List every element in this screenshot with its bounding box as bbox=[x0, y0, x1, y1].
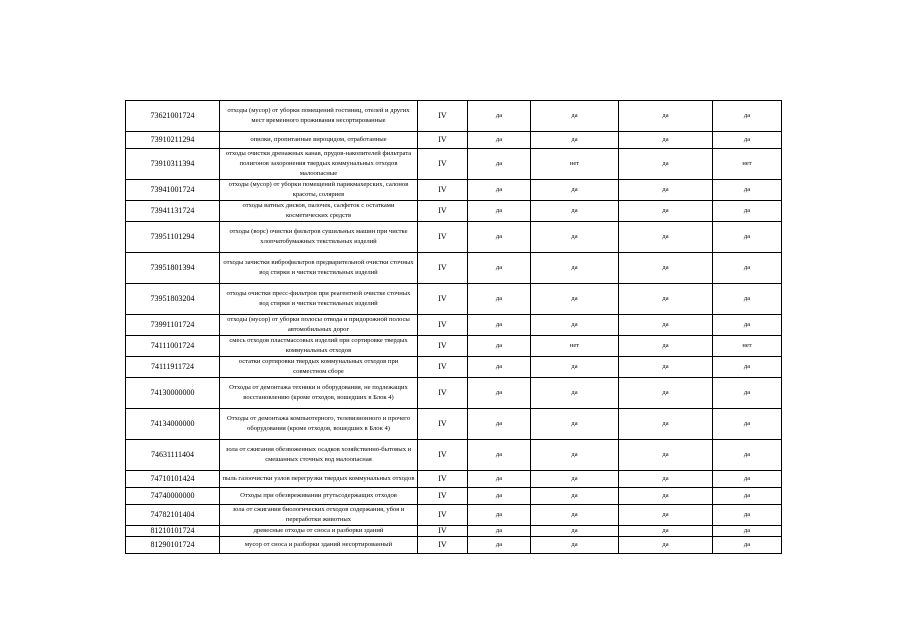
waste-name-cell: отходы (ворс) очистки фильтров сушильных машин при чистке хлопчатобумажных текстильных изделий bbox=[220, 222, 418, 253]
table-row bbox=[126, 315, 782, 336]
flag-cell-4: да bbox=[713, 378, 782, 409]
waste-code-cell: 73951801394 bbox=[126, 253, 220, 284]
flag-cell-2: да bbox=[531, 537, 619, 554]
flag-cell-4: да bbox=[713, 471, 782, 488]
waste-code-cell: 73910211294 bbox=[126, 132, 220, 149]
hazard-class-cell: IV bbox=[418, 378, 468, 409]
hazard-class-cell: IV bbox=[418, 101, 468, 132]
waste-code-cell: 74740000000 bbox=[126, 488, 220, 505]
flag-cell-3: да bbox=[619, 357, 713, 378]
flag-cell-2: да bbox=[531, 315, 619, 336]
flag-cell-2: да bbox=[531, 222, 619, 253]
hazard-class-cell: IV bbox=[418, 471, 468, 488]
waste-code-cell: 74111911724 bbox=[126, 357, 220, 378]
flag-cell-2: да bbox=[531, 440, 619, 471]
table-row bbox=[126, 284, 782, 315]
flag-cell-3: да bbox=[619, 253, 713, 284]
flag-cell-3: да bbox=[619, 378, 713, 409]
flag-cell-4: да bbox=[713, 537, 782, 554]
flag-cell-1: да bbox=[468, 315, 531, 336]
table-row bbox=[126, 132, 782, 149]
flag-cell-4: да bbox=[713, 315, 782, 336]
waste-code-cell: 74631111404 bbox=[126, 440, 220, 471]
hazard-class-cell: IV bbox=[418, 526, 468, 537]
flag-cell-1: да bbox=[468, 201, 531, 222]
waste-code-cell: 73621001724 bbox=[126, 101, 220, 132]
flag-cell-2: да bbox=[531, 357, 619, 378]
table-row bbox=[126, 222, 782, 253]
table-row bbox=[126, 180, 782, 201]
waste-code-cell: 73951101294 bbox=[126, 222, 220, 253]
flag-cell-1: да bbox=[468, 471, 531, 488]
flag-cell-4: да bbox=[713, 132, 782, 149]
waste-name-cell: отходы зачистки виброфильтров предварительной очистки сточных вод стирки и чистки текстильных изделий bbox=[220, 253, 418, 284]
flag-cell-4: да bbox=[713, 505, 782, 526]
hazard-class-cell: IV bbox=[418, 488, 468, 505]
flag-cell-1: да bbox=[468, 409, 531, 440]
waste-code-cell: 81210101724 bbox=[126, 526, 220, 537]
table-row bbox=[126, 357, 782, 378]
waste-code-cell: 74130000000 bbox=[126, 378, 220, 409]
flag-cell-3: да bbox=[619, 471, 713, 488]
flag-cell-1: да bbox=[468, 253, 531, 284]
waste-code-cell: 73910311394 bbox=[126, 149, 220, 180]
waste-name-cell: мусор от сноса и разборки зданий несортированный bbox=[220, 537, 418, 554]
flag-cell-2: нет bbox=[531, 149, 619, 180]
flag-cell-3: да bbox=[619, 284, 713, 315]
waste-name-cell: Отходы от демонтажа компьютерного, телевизионного и прочего оборудования (кроме отходов, вошедших в Блок 4) bbox=[220, 409, 418, 440]
waste-name-cell: отходы очистки дренажных канав, прудов-накопителей фильтрата полигонов захоронения твердых коммунальных отходов малоопасные bbox=[220, 149, 418, 180]
flag-cell-3: да bbox=[619, 526, 713, 537]
flag-cell-1: да bbox=[468, 101, 531, 132]
flag-cell-2: да bbox=[531, 471, 619, 488]
waste-name-cell: отходы ватных дисков, палочек, салфеток с остатками косметических средств bbox=[220, 201, 418, 222]
table-row bbox=[126, 471, 782, 488]
flag-cell-4: да bbox=[713, 222, 782, 253]
table-row bbox=[126, 201, 782, 222]
flag-cell-1: да bbox=[468, 222, 531, 253]
hazard-class-cell: IV bbox=[418, 284, 468, 315]
flag-cell-2: да bbox=[531, 101, 619, 132]
flag-cell-1: да bbox=[468, 180, 531, 201]
flag-cell-3: да bbox=[619, 149, 713, 180]
flag-cell-3: да bbox=[619, 180, 713, 201]
waste-code-cell: 74710101424 bbox=[126, 471, 220, 488]
waste-name-cell: отходы (мусор) от уборки помещений гостиниц, отелей и других мест временного проживания несортированные bbox=[220, 101, 418, 132]
table-body bbox=[126, 101, 782, 554]
flag-cell-4: да bbox=[713, 253, 782, 284]
flag-cell-1: да bbox=[468, 132, 531, 149]
waste-name-cell: остатки сортировки твердых коммунальных отходов при совместном сборе bbox=[220, 357, 418, 378]
hazard-class-cell: IV bbox=[418, 253, 468, 284]
table-row bbox=[126, 149, 782, 180]
flag-cell-3: да bbox=[619, 315, 713, 336]
flag-cell-3: да bbox=[619, 201, 713, 222]
flag-cell-3: да bbox=[619, 336, 713, 357]
flag-cell-4: да bbox=[713, 488, 782, 505]
waste-code-cell: 73941001724 bbox=[126, 180, 220, 201]
flag-cell-1: да bbox=[468, 505, 531, 526]
table-row bbox=[126, 409, 782, 440]
table-row bbox=[126, 101, 782, 132]
waste-name-cell: зола от сжигания обезвоженных осадков хозяйственно-бытовых и смешанных сточных вод малоопасная bbox=[220, 440, 418, 471]
flag-cell-2: да bbox=[531, 180, 619, 201]
flag-cell-4: да bbox=[713, 284, 782, 315]
waste-code-cell: 73991101724 bbox=[126, 315, 220, 336]
flag-cell-4: нет bbox=[713, 149, 782, 180]
hazard-class-cell: IV bbox=[418, 409, 468, 440]
hazard-class-cell: IV bbox=[418, 505, 468, 526]
flag-cell-2: да bbox=[531, 284, 619, 315]
table-row bbox=[126, 537, 782, 554]
waste-table bbox=[125, 100, 782, 554]
waste-name-cell: опилки, пропитанные вироцидом, отработанные bbox=[220, 132, 418, 149]
flag-cell-1: да bbox=[468, 488, 531, 505]
waste-name-cell: отходы очистки пресс-фильтров при реагентной очистке сточных вод стирки и чистки текстильных изделий bbox=[220, 284, 418, 315]
table-row bbox=[126, 378, 782, 409]
flag-cell-2: да bbox=[531, 253, 619, 284]
flag-cell-3: да bbox=[619, 409, 713, 440]
flag-cell-4: да bbox=[713, 440, 782, 471]
waste-name-cell: отходы (мусор) от уборки полосы отвода и придорожной полосы автомобильных дорог bbox=[220, 315, 418, 336]
flag-cell-2: да bbox=[531, 409, 619, 440]
table-row bbox=[126, 505, 782, 526]
hazard-class-cell: IV bbox=[418, 201, 468, 222]
flag-cell-1: да bbox=[468, 440, 531, 471]
hazard-class-cell: IV bbox=[418, 537, 468, 554]
flag-cell-4: да bbox=[713, 409, 782, 440]
waste-name-cell: пыль газоочистки узлов перегрузки твердых коммунальных отходов bbox=[220, 471, 418, 488]
flag-cell-2: да bbox=[531, 488, 619, 505]
flag-cell-3: да bbox=[619, 222, 713, 253]
waste-code-cell: 74111001724 bbox=[126, 336, 220, 357]
flag-cell-3: да bbox=[619, 488, 713, 505]
flag-cell-4: да bbox=[713, 357, 782, 378]
waste-code-cell: 81290101724 bbox=[126, 537, 220, 554]
hazard-class-cell: IV bbox=[418, 336, 468, 357]
waste-code-cell: 73941131724 bbox=[126, 201, 220, 222]
flag-cell-1: да bbox=[468, 378, 531, 409]
flag-cell-4: да bbox=[713, 201, 782, 222]
waste-code-cell: 74782101404 bbox=[126, 505, 220, 526]
flag-cell-4: да bbox=[713, 180, 782, 201]
table-row bbox=[126, 253, 782, 284]
hazard-class-cell: IV bbox=[418, 180, 468, 201]
flag-cell-4: нет bbox=[713, 336, 782, 357]
flag-cell-3: да bbox=[619, 132, 713, 149]
flag-cell-1: да bbox=[468, 357, 531, 378]
table-row bbox=[126, 526, 782, 537]
flag-cell-2: да bbox=[531, 132, 619, 149]
hazard-class-cell: IV bbox=[418, 315, 468, 336]
waste-name-cell: отходы (мусор) от уборки помещений парикмахерских, салонов красоты, соляриев bbox=[220, 180, 418, 201]
flag-cell-4: да bbox=[713, 101, 782, 132]
flag-cell-1: да bbox=[468, 336, 531, 357]
flag-cell-1: да bbox=[468, 537, 531, 554]
flag-cell-3: да bbox=[619, 101, 713, 132]
waste-code-cell: 73951803204 bbox=[126, 284, 220, 315]
flag-cell-2: нет bbox=[531, 336, 619, 357]
table-row bbox=[126, 440, 782, 471]
flag-cell-1: да bbox=[468, 284, 531, 315]
flag-cell-1: да bbox=[468, 149, 531, 180]
waste-name-cell: Отходы от демонтажа техники и оборудования, не подлежащих восстановлению (кроме отходов, вошедших в Блок 4) bbox=[220, 378, 418, 409]
waste-name-cell: древесные отходы от сноса и разборки зданий bbox=[220, 526, 418, 537]
hazard-class-cell: IV bbox=[418, 132, 468, 149]
flag-cell-3: да bbox=[619, 505, 713, 526]
flag-cell-2: да bbox=[531, 505, 619, 526]
waste-code-cell: 74134000000 bbox=[126, 409, 220, 440]
hazard-class-cell: IV bbox=[418, 440, 468, 471]
flag-cell-2: да bbox=[531, 526, 619, 537]
flag-cell-3: да bbox=[619, 440, 713, 471]
waste-name-cell: смесь отходов пластмассовых изделий при сортировке твердых коммунальных отходов bbox=[220, 336, 418, 357]
flag-cell-2: да bbox=[531, 378, 619, 409]
flag-cell-1: да bbox=[468, 526, 531, 537]
hazard-class-cell: IV bbox=[418, 222, 468, 253]
waste-name-cell: зола от сжигания биологических отходов содержания, убоя и переработки животных bbox=[220, 505, 418, 526]
table-row bbox=[126, 336, 782, 357]
hazard-class-cell: IV bbox=[418, 149, 468, 180]
flag-cell-2: да bbox=[531, 201, 619, 222]
waste-name-cell: Отходы при обезвреживании ртутьсодержащих отходов bbox=[220, 488, 418, 505]
table-row bbox=[126, 488, 782, 505]
hazard-class-cell: IV bbox=[418, 357, 468, 378]
flag-cell-3: да bbox=[619, 537, 713, 554]
flag-cell-4: да bbox=[713, 526, 782, 537]
